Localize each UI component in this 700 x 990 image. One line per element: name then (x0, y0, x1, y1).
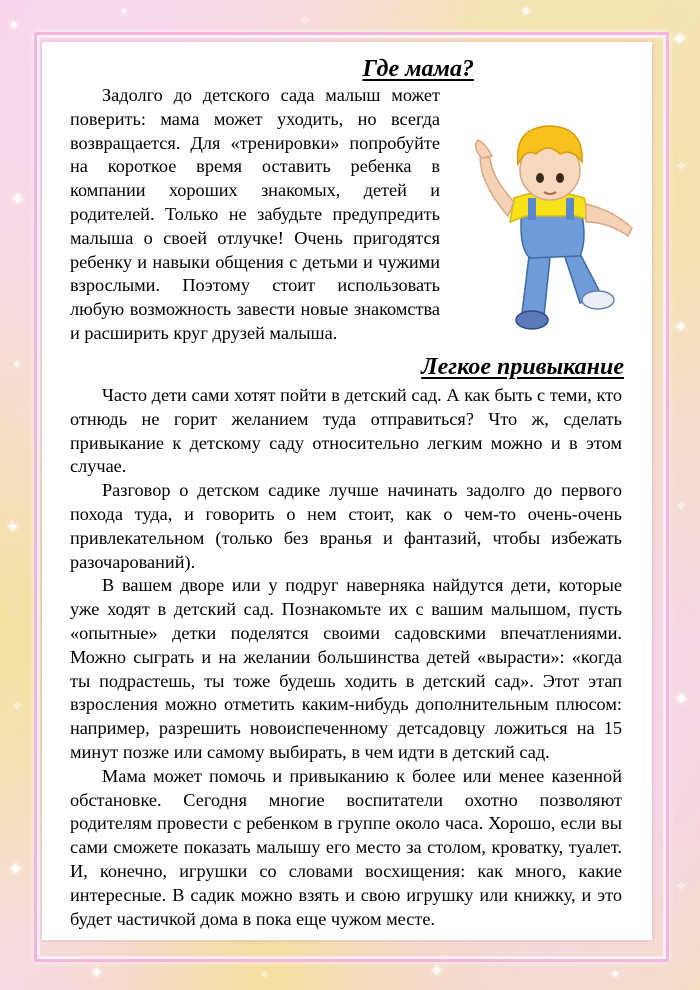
page-sheet (42, 42, 652, 940)
sparkle-icon: ✦ (430, 963, 444, 980)
sparkle-icon: ✧ (300, 13, 311, 27)
sparkle-icon: ✦ (674, 319, 688, 336)
paragraph: Разговор о детском садике лучше начинать задолго до первого похода туда, и говорить о нем стоит, как о чем-то очень-очень привлекательном (только без вранья и фантазий, чтобы избежать разочарований). (70, 480, 622, 572)
sparkle-icon: ✧ (260, 969, 270, 981)
sparkle-icon: ✦ (8, 19, 20, 34)
paragraph: В вашем дворе или у подруг наверняка найдутся дети, которые уже ходят в детский сад. Познакомьте их с вашим малышом, пусть «опытные» детки поделятся своими садовскими впечатлениями. Можно сыграть и на желании большинства детей «вырасти»: «когда ты подрастешь, ты тоже будешь ходить в детский сад». Этот этап взросления можно отметить каким-нибудь дополнительным плюсом: например, разрешить новоиспеченному детсадовцу ложиться на 15 минут позже или самому выбирать, в чем идти в детский сад. (70, 575, 622, 762)
sparkle-icon: ✦ (610, 967, 621, 981)
sparkle-icon: ✦ (6, 519, 20, 536)
sparkle-icon: ✦ (520, 5, 532, 20)
sparkle-icon: ✦ (90, 965, 104, 982)
sparkle-icon: ✦ (674, 689, 690, 709)
sparkle-icon: ✧ (676, 499, 687, 513)
section2-body (70, 384, 622, 931)
sparkle-icon: ✦ (672, 29, 688, 49)
sparkle-icon: ✧ (676, 159, 687, 173)
sparkle-icon: ✧ (676, 879, 687, 893)
sparkle-icon: ✦ (120, 7, 129, 18)
paragraph: Задолго до детского сада малыш может поверить: мама может уходить, но всегда возвращается. Для «тренировки» попробуйте на короткое время оставить ребенка в компании хороших знакомых, детей и родителей. Только не забудьте предупредить малыша о своей отлучке! Очень пригодятся ребенку и навыки общения с детьми и чужими взрослыми. Поэтому стоит использовать любую возможность завести новые знакомства и расширить круг друзей малыша. (70, 85, 440, 343)
section-title-where-mom: Где мама? (362, 56, 474, 82)
paragraph: Мама может помочь и привыканию к более или менее казенной обстановке. Сегодня многие воспитатели охотно позволяют родителям провести с ребенком в группе около часа. Хорошо, если вы сами сможете показать малышу его место за столом, кроватку, туалет. И, конечно, игрушки со словами восхищения: как много, какие интересные. В садик можно взять и свою игрушку или книжку, и это будет частичкой дома в пока еще чужом месте. (70, 765, 622, 929)
sparkle-icon: ✦ (12, 359, 22, 371)
sparkle-icon: ✦ (10, 189, 26, 209)
paragraph: Часто дети сами хотят пойти в детский сад. А как быть с теми, кто отнюдь не горит желанием туда отправиться? Что ж, сделать привыкание к детскому саду относительно легким можно и в этом случае. (70, 385, 622, 477)
sparkle-icon: ✧ (12, 699, 23, 713)
section-title-easy-adaptation: Легкое привыкание (421, 354, 624, 380)
section1-body (70, 84, 440, 346)
sparkle-icon: ✦ (8, 859, 24, 879)
cartoon-boy-illustration (452, 98, 642, 338)
